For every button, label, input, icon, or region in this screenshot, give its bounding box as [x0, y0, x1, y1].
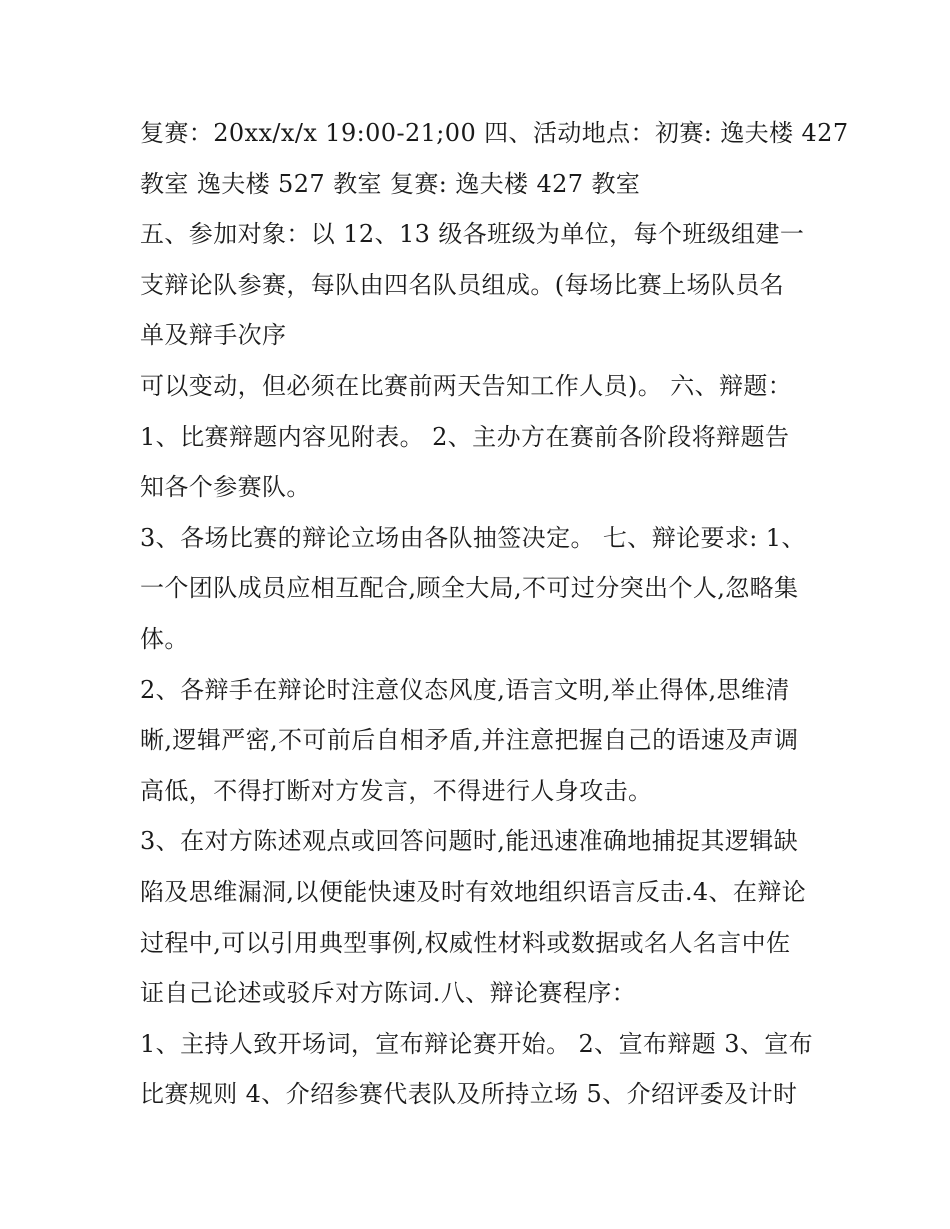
text-line: 陷及思维漏洞,以便能快速及时有效地组织语言反击.4、在辩论 — [140, 877, 807, 906]
text-line: 单及辩手次序 — [140, 321, 287, 350]
text-line: 晰,逻辑严密,不可前后自相矛盾,并注意把握自己的语速及声调 — [140, 726, 799, 755]
text-line: 证自己论述或驳斥对方陈词.八、辩论赛程序： — [140, 979, 637, 1008]
document-body — [140, 108, 849, 1120]
text-line: 支辩论队参赛，每队由四名队员组成。(每场比赛上场队员名 — [140, 270, 785, 299]
text-line: 体。 — [140, 624, 189, 653]
text-line: 过程中,可以引用典型事例,权威性材料或数据或名人名言中佐 — [140, 928, 791, 957]
text-line: 3、在对方陈述观点或回答问题时,能迅速准确地捕捉其逻辑缺 — [140, 827, 799, 856]
text-line: 复赛：20xx/x/x 19:00-21;00 四、活动地点：初赛: 逸夫楼 427 — [140, 119, 849, 147]
text-line: 五、参加对象：以 12、13 级各班级为单位，每个班级组建一 — [140, 220, 805, 249]
text-line: 可以变动，但必须在比赛前两天告知工作人员)。 六、辩题： — [140, 371, 793, 400]
text-line: 教室 逸夫楼 527 教室 复赛: 逸夫楼 427 教室 — [140, 169, 641, 198]
text-line: 2、各辩手在辩论时注意仪态风度,语言文明,举止得体,思维清 — [140, 675, 790, 704]
text-line: 1、比赛辩题内容见附表。 2、主办方在赛前各阶段将辩题告 — [140, 422, 790, 451]
text-line: 1、主持人致开场词，宣布辩论赛开始。 2、宣布辩题 3、宣布 — [140, 1029, 814, 1058]
text-line: 比赛规则 4、介绍参赛代表队及所持立场 5、介绍评委及计时 — [140, 1080, 798, 1109]
text-line: 高低，不得打断对方发言，不得进行人身攻击。 — [140, 776, 653, 805]
text-line: 一个团队成员应相互配合,顾全大局,不可过分突出个人,忽略集 — [140, 574, 799, 603]
text-line: 3、各场比赛的辩论立场由各队抽签决定。 七、辩论要求: 1、 — [140, 523, 806, 552]
text-line: 知各个参赛队。 — [140, 473, 311, 502]
